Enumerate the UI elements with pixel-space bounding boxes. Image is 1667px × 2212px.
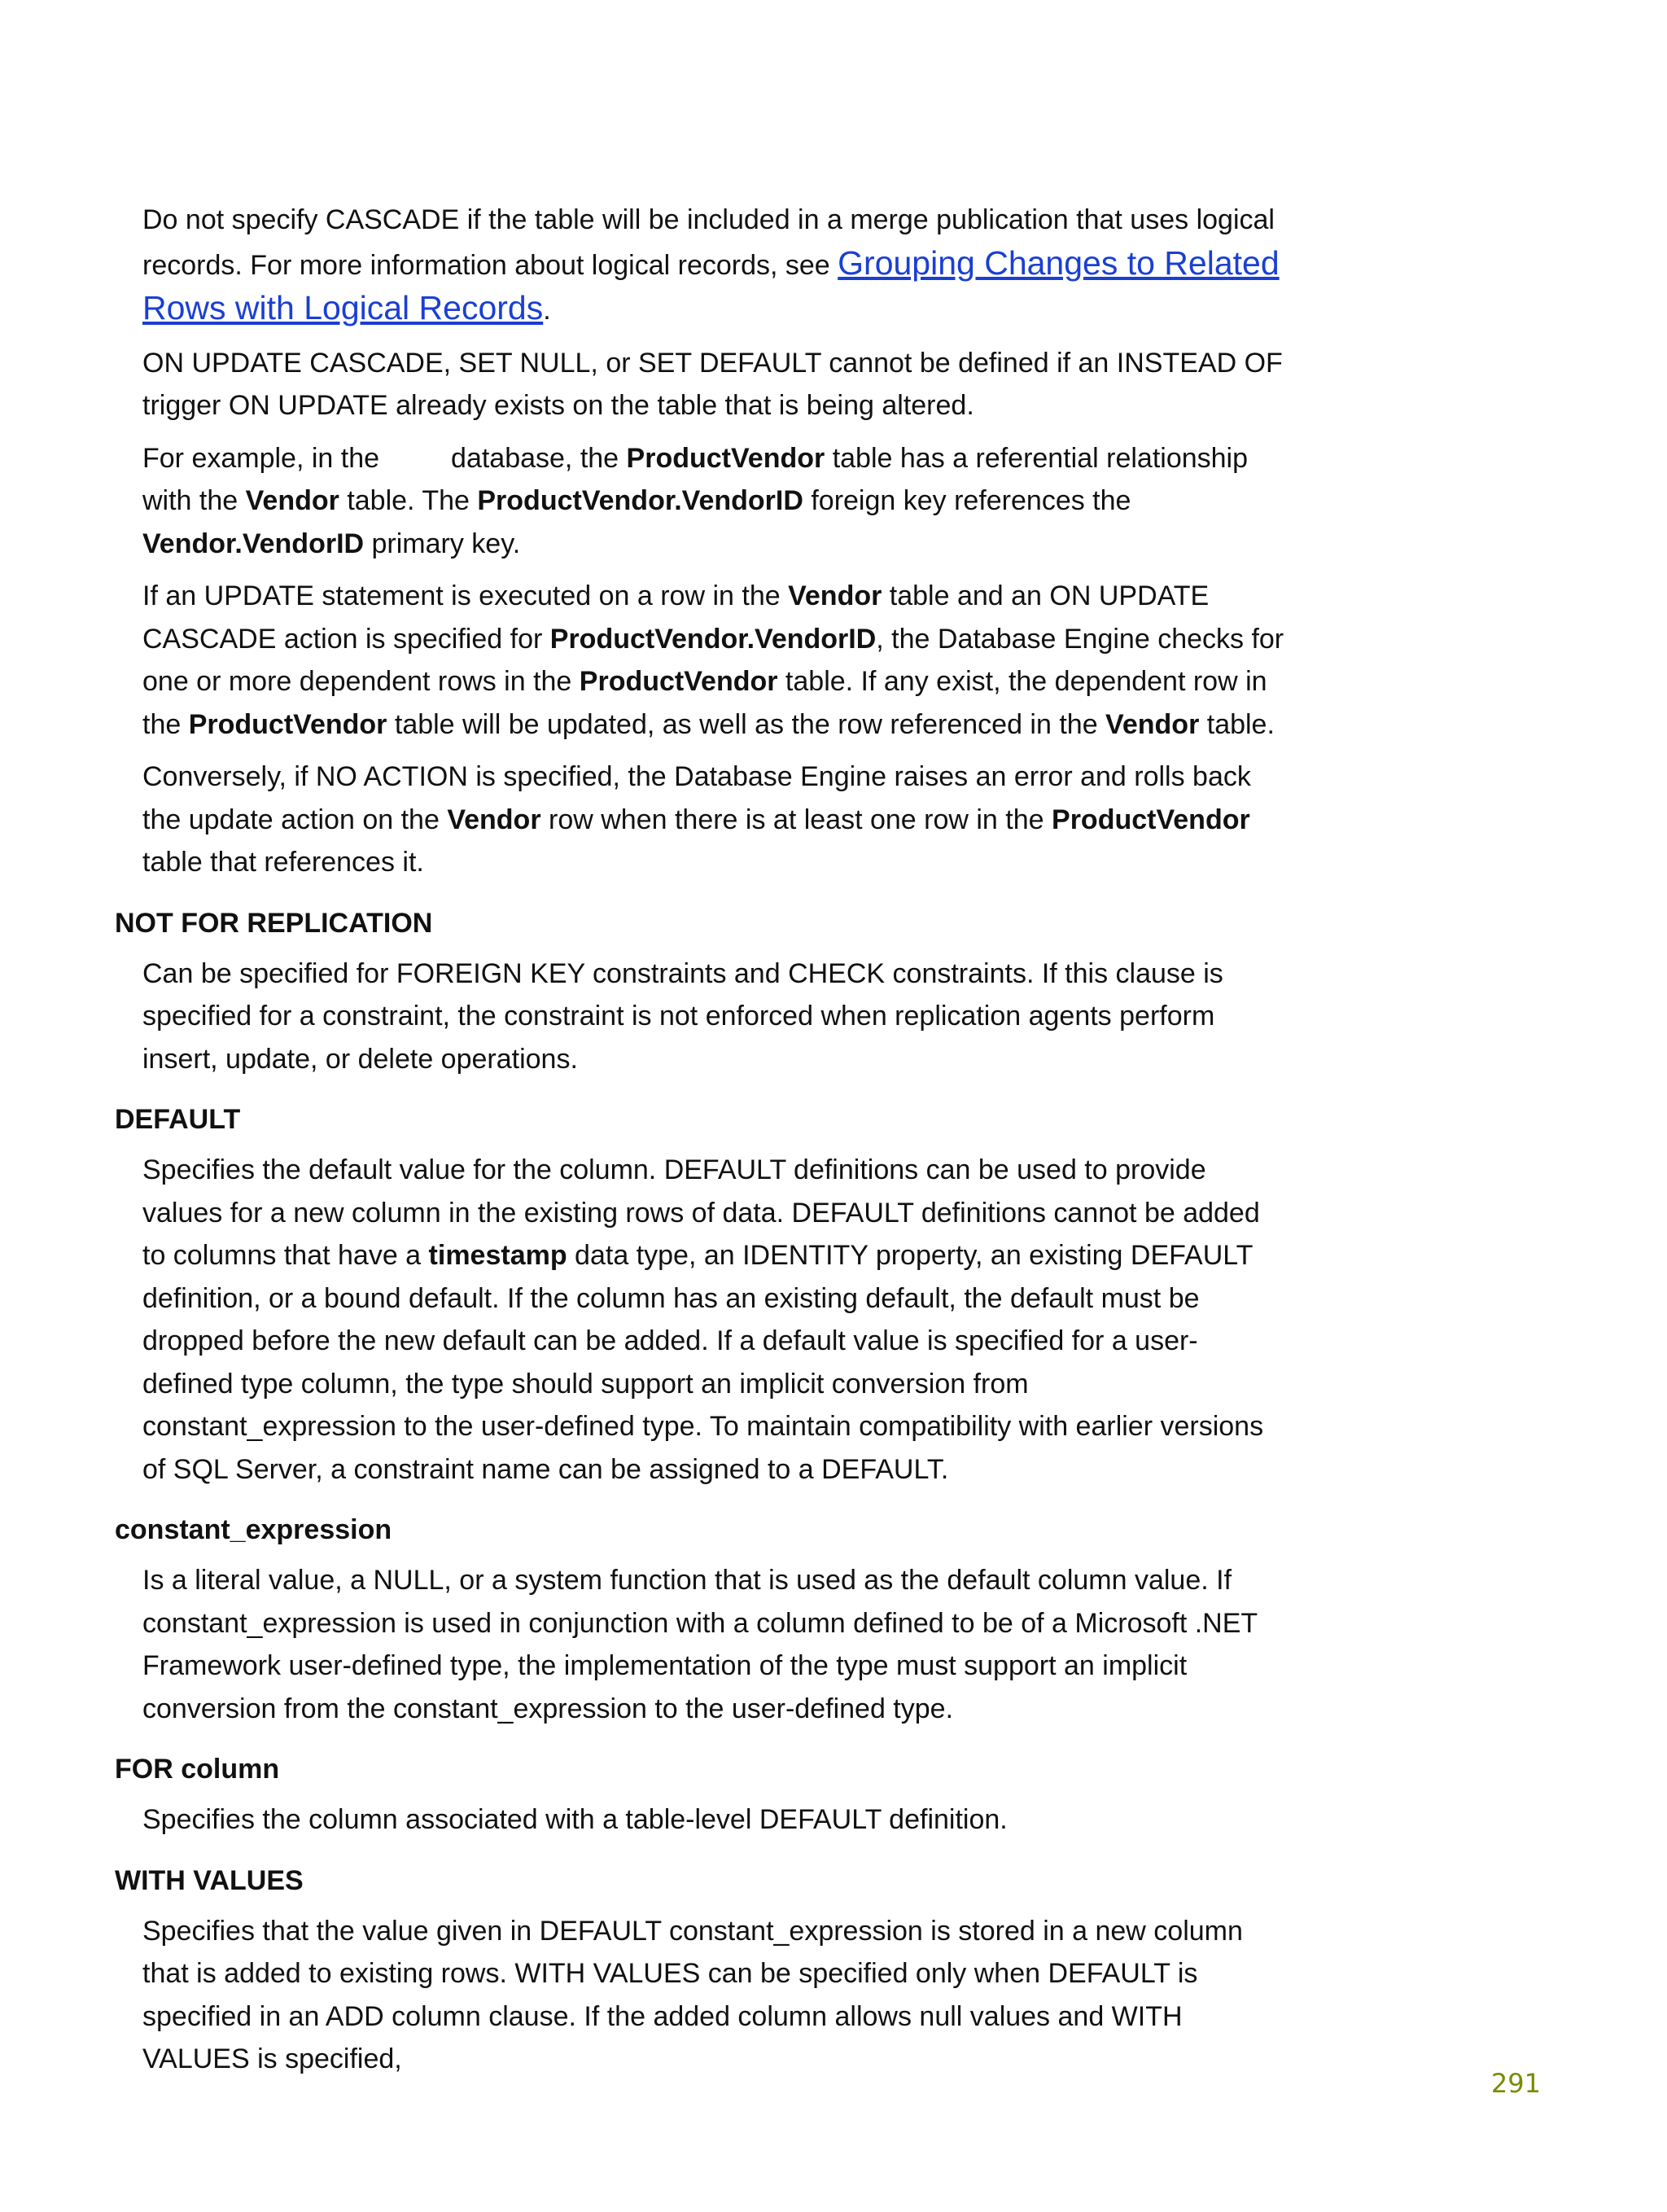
no-action-paragraph: Conversely, if NO ACTION is specified, the Database Engine raises an error and rolls back the update action on the Vendor row when there is at least one row in the ProductVendor table that references it.: [142, 761, 1251, 878]
constant-expression-desc: Is a literal value, a NULL, or a system function that is used as the default column value. If constant_expression is used in conjunction with a column defined to be of a Microsoft .NET Framework user-defined type, the implementation of the type must support an implicit conversion from the constant_expression to the user-defined type.: [142, 1565, 1258, 1724]
for-column-desc: Specifies the column associated with a table-level DEFAULT definition.: [142, 1804, 1008, 1835]
with-values-desc: Specifies that the value given in DEFAULT constant_expression is stored in a new column that is added to existing rows. WITH VALUES can be specified only when DEFAULT is specified in an ADD column clause. If the added column allows null values and WITH VALUES is specified,: [142, 1915, 1243, 2074]
cascade-merge-note: Do not specify CASCADE if the table will be included in a merge publication that uses logical records. For more information about logical records, see Grouping Changes to Related Rows with Logical Records.: [142, 204, 1280, 326]
not-for-replication-desc: Can be specified for FOREIGN KEY constraints and CHECK constraints. If this clause is specified for a constraint, the constraint is not enforced when replication agents perform insert, update, or delete operations.: [142, 957, 1223, 1075]
term-default: DEFAULT: [115, 1104, 241, 1135]
term-with-values: WITH VALUES: [115, 1864, 304, 1896]
update-cascade-paragraph: If an UPDATE statement is executed on a row in the Vendor table and an ON UPDATE CASCADE action is specified for ProductVendor.VendorID, the Database Engine checks for one or more dependent rows in the ProductVendor table. If any exist, the dependent row in the ProductVendor table will be updated, as well as the row referenced in the Vendor table.: [142, 580, 1284, 740]
default-desc: Specifies the default value for the column. DEFAULT definitions can be used to provide values for a new column in the existing rows of data. DEFAULT definitions cannot be added to columns that have a timestamp data type, an IDENTITY property, an existing DEFAULT definition, or a bound default. If the column has an existing default, the default must be dropped before the new default can be added. If a default value is specified for a user-defined type column, the type should support an implicit conversion from constant_expression to the user-defined type. To maintain compatibility with earlier versions of SQL Server, a constraint name can be assigned to a DEFAULT.: [142, 1154, 1264, 1485]
term-not-for-replication: NOT FOR REPLICATION: [115, 907, 433, 939]
page-content: [115, 199, 1287, 2091]
term-for-column: FOR column: [115, 1754, 280, 1785]
example-paragraph: For example, in the database, the ProductVendor table has a referential relationship with the Vendor table. The ProductVendor.VendorID foreign key references the Vendor.VendorID primary key.: [142, 442, 1249, 559]
grouping-changes-link[interactable]: Grouping Changes to Related Rows with Logical Records: [142, 243, 1280, 326]
term-constant-expression: constant_expression: [115, 1514, 392, 1545]
page-number: 291: [1490, 2068, 1541, 2099]
instead-of-trigger-note: ON UPDATE CASCADE, SET NULL, or SET DEFAULT cannot be defined if an INSTEAD OF trigger ON UPDATE already exists on the table that is being altered.: [142, 347, 1283, 421]
